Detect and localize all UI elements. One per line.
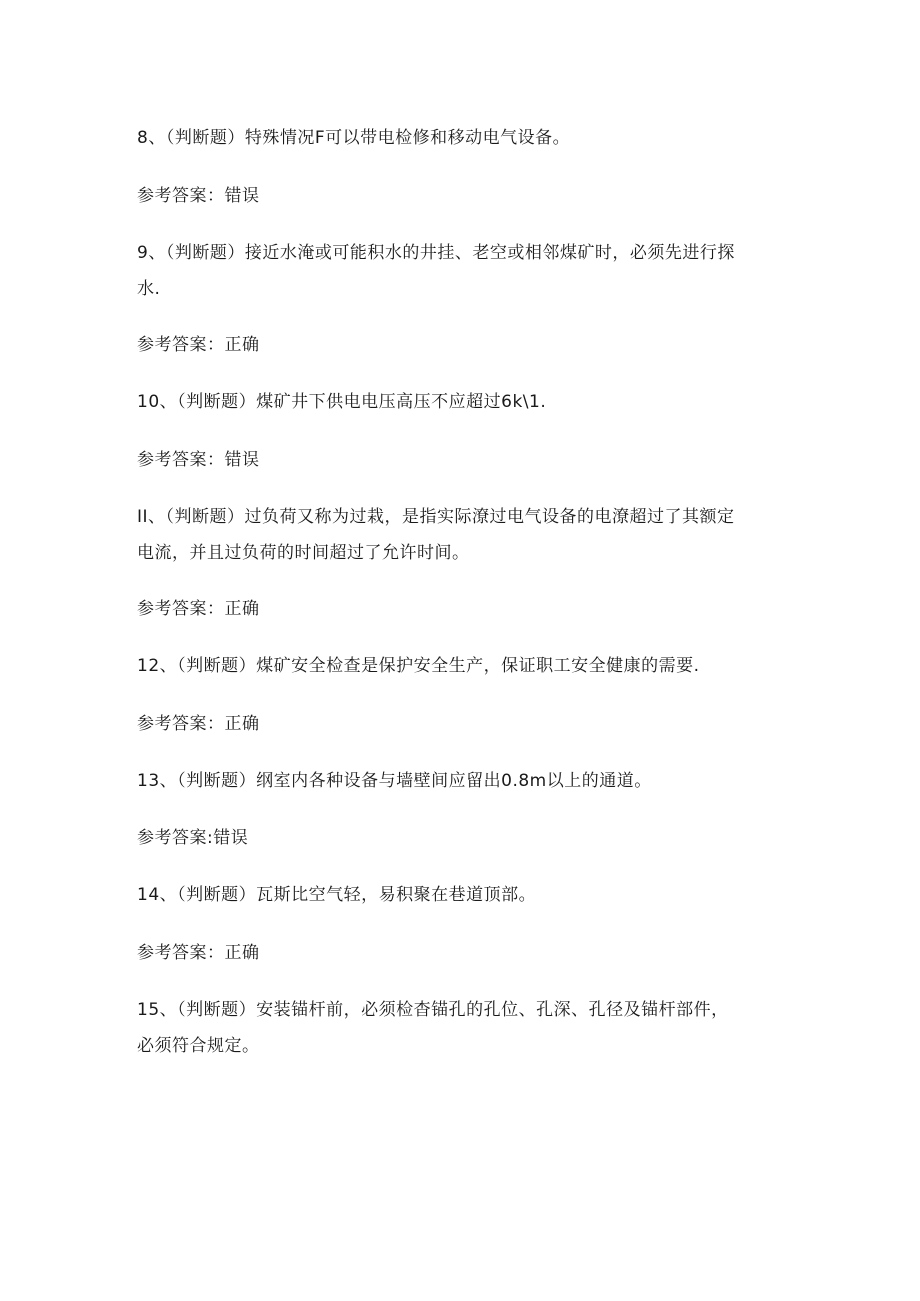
question-11-text-cont: 电流，并且过负荷的时间超过了允许时间。 (137, 543, 470, 563)
question-8-text: 8、（判断题）特殊情况F可以带电检修和移动电气设备。 (137, 128, 571, 148)
answer-11: 参考答案：正确 (137, 599, 260, 619)
answer-8: 参考答案：错误 (137, 186, 260, 206)
question-11-text: II、（判断题）过负荷又称为过栽，是指实际潦过电气设备的电潦超过了其额定 (137, 507, 735, 527)
question-15-text: 15、（判断题）安装锚杆前，必须检杳锚孔的孔位、孔深、孔径及锚杆部件， (137, 1000, 729, 1020)
answer-10: 参考答案：错误 (137, 450, 260, 470)
answer-14: 参考答案：正确 (137, 943, 260, 963)
question-15-text-cont: 必须符合规定。 (137, 1036, 260, 1056)
question-9-text: 9、（判断题）接近水淹或可能积水的井挂、老空或相邻煤矿时，必须先进行探 (137, 243, 735, 263)
question-12-text: 12、（判断题）煤矿安全检查是保护安全生产，保证职工安全健康的需要. (137, 656, 700, 676)
question-13-text: 13、（判断题）纲室内各种设备与墙壁间应留出0.8m以上的通道。 (137, 771, 652, 791)
answer-12: 参考答案：正确 (137, 714, 260, 734)
question-10-text: 10、（判断题）煤矿井下供电电压高压不应超过6k\1. (137, 392, 547, 412)
question-14-text: 14、（判断题）瓦斯比空气轻，易积聚在巷道顶部。 (137, 885, 537, 905)
answer-13: 参考答案:错误 (137, 828, 249, 848)
answer-9: 参考答案：正确 (137, 335, 260, 355)
question-9-text-cont: 水. (137, 279, 161, 299)
